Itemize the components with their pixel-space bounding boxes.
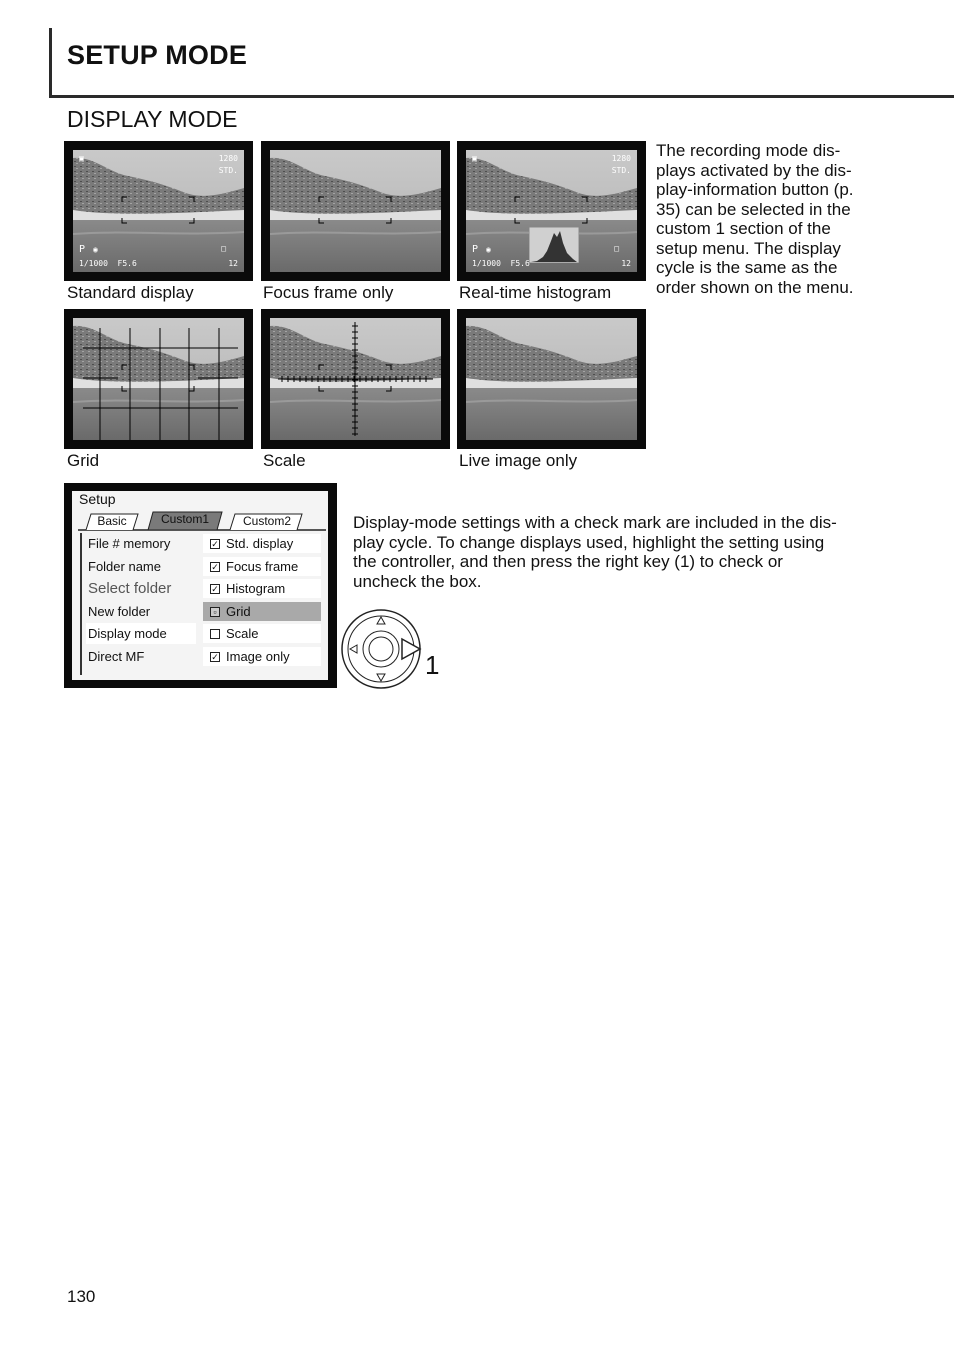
caption-real-time-histogram: Real-time histogram bbox=[459, 283, 612, 302]
quality-readout: STD. bbox=[218, 166, 238, 175]
scale-overlay-icon bbox=[270, 318, 441, 440]
menu-row-folder-name[interactable]: Folder name bbox=[88, 559, 161, 574]
landscape-image bbox=[270, 318, 441, 440]
screen-grid bbox=[64, 309, 253, 449]
exposure-readout: 1/1000 F5.6 bbox=[472, 259, 530, 268]
section-title: DISPLAY MODE bbox=[67, 106, 238, 132]
menu-row-select-folder[interactable]: Select folder bbox=[88, 580, 172, 597]
menu-row-new-folder[interactable]: New folder bbox=[88, 604, 151, 619]
screen-live-image-only bbox=[457, 309, 646, 449]
focus-frame-icon bbox=[270, 150, 441, 272]
checkbox-checked-icon[interactable]: ✓ bbox=[211, 652, 219, 662]
checkbox-unchecked-icon[interactable] bbox=[210, 629, 220, 639]
page-number: 130 bbox=[67, 1287, 96, 1306]
tab-custom1[interactable]: Custom1 bbox=[160, 512, 210, 526]
landscape-image bbox=[73, 318, 244, 440]
resolution-readout: 1280 bbox=[611, 154, 631, 163]
option-scale[interactable]: Scale bbox=[203, 624, 321, 643]
landscape-image bbox=[73, 150, 244, 272]
option-histogram[interactable]: ✓ Histogram bbox=[203, 579, 321, 598]
checkbox-highlighted-icon[interactable]: ▫ bbox=[210, 607, 220, 617]
frames-readout: 12 bbox=[621, 259, 631, 268]
caption-grid: Grid bbox=[67, 451, 100, 470]
eye-icon: ◉ bbox=[93, 245, 98, 254]
controller-key-label: 1 bbox=[425, 650, 440, 680]
frame-icon: □ bbox=[221, 244, 226, 253]
camera-icon: ▣ bbox=[472, 154, 477, 163]
mode-readout: P bbox=[472, 244, 479, 255]
tab-basic[interactable]: Basic bbox=[97, 514, 127, 528]
menu-row-file-memory[interactable]: File # memory bbox=[88, 536, 171, 551]
mode-readout: P bbox=[79, 244, 86, 255]
exposure-readout: 1/1000 F5.6 bbox=[79, 259, 137, 268]
option-focus-frame[interactable]: ✓ Focus frame bbox=[203, 557, 321, 576]
option-image-only[interactable]: ✓ Image only bbox=[203, 647, 321, 666]
checkbox-checked-icon[interactable]: ✓ bbox=[211, 562, 219, 572]
eye-icon: ◉ bbox=[486, 245, 491, 254]
screen-scale bbox=[261, 309, 450, 449]
setup-menu bbox=[72, 491, 328, 680]
caption-focus-frame-only: Focus frame only bbox=[263, 283, 394, 302]
histogram-icon bbox=[529, 227, 579, 263]
screen-focus-frame-only bbox=[261, 141, 450, 281]
intro-paragraph: The recording mode dis- plays activated by the dis- play-information button (p. 35) can be selected in the custom 1 section of the setup menu. The display cycle is the same as the order shown on the menu. bbox=[656, 141, 854, 297]
grid-overlay-icon bbox=[73, 318, 244, 440]
page-title: SETUP MODE bbox=[67, 40, 248, 70]
option-grid[interactable]: ▫ Grid bbox=[203, 602, 321, 621]
caption-live-image-only: Live image only bbox=[459, 451, 578, 470]
quality-readout: STD. bbox=[611, 166, 631, 175]
screen-real-time-histogram bbox=[457, 141, 646, 281]
checkbox-checked-icon[interactable]: ✓ bbox=[211, 539, 219, 549]
frames-readout: 12 bbox=[228, 259, 238, 268]
menu-title: Setup bbox=[79, 491, 116, 507]
landscape-image bbox=[466, 318, 637, 440]
checkbox-checked-icon[interactable]: ✓ bbox=[211, 584, 219, 594]
option-std-display[interactable]: ✓ Std. display bbox=[203, 534, 321, 553]
camera-icon: ▣ bbox=[79, 154, 84, 163]
menu-left-rule bbox=[80, 533, 82, 675]
instructions-paragraph: Display-mode settings with a check mark are included in the dis- play cycle. To change displays used, highlight the setting using the controller, and then press the right key (1) to check or uncheck the box. bbox=[353, 513, 837, 591]
caption-standard-display: Standard display bbox=[67, 283, 194, 302]
controller-icon bbox=[340, 605, 430, 695]
frame-icon: □ bbox=[614, 244, 619, 253]
menu-row-direct-mf[interactable]: Direct MF bbox=[88, 649, 145, 664]
resolution-readout: 1280 bbox=[218, 154, 238, 163]
setup-menu-screen bbox=[64, 483, 337, 688]
screen-standard-display bbox=[64, 141, 253, 281]
tab-custom2[interactable]: Custom2 bbox=[242, 514, 292, 528]
landscape-image bbox=[270, 150, 441, 272]
caption-scale: Scale bbox=[263, 451, 306, 470]
landscape-image bbox=[466, 150, 637, 272]
menu-row-display-mode[interactable]: Display mode bbox=[86, 623, 196, 644]
header-rule-vertical bbox=[49, 28, 52, 98]
header-rule-horizontal bbox=[49, 95, 954, 98]
